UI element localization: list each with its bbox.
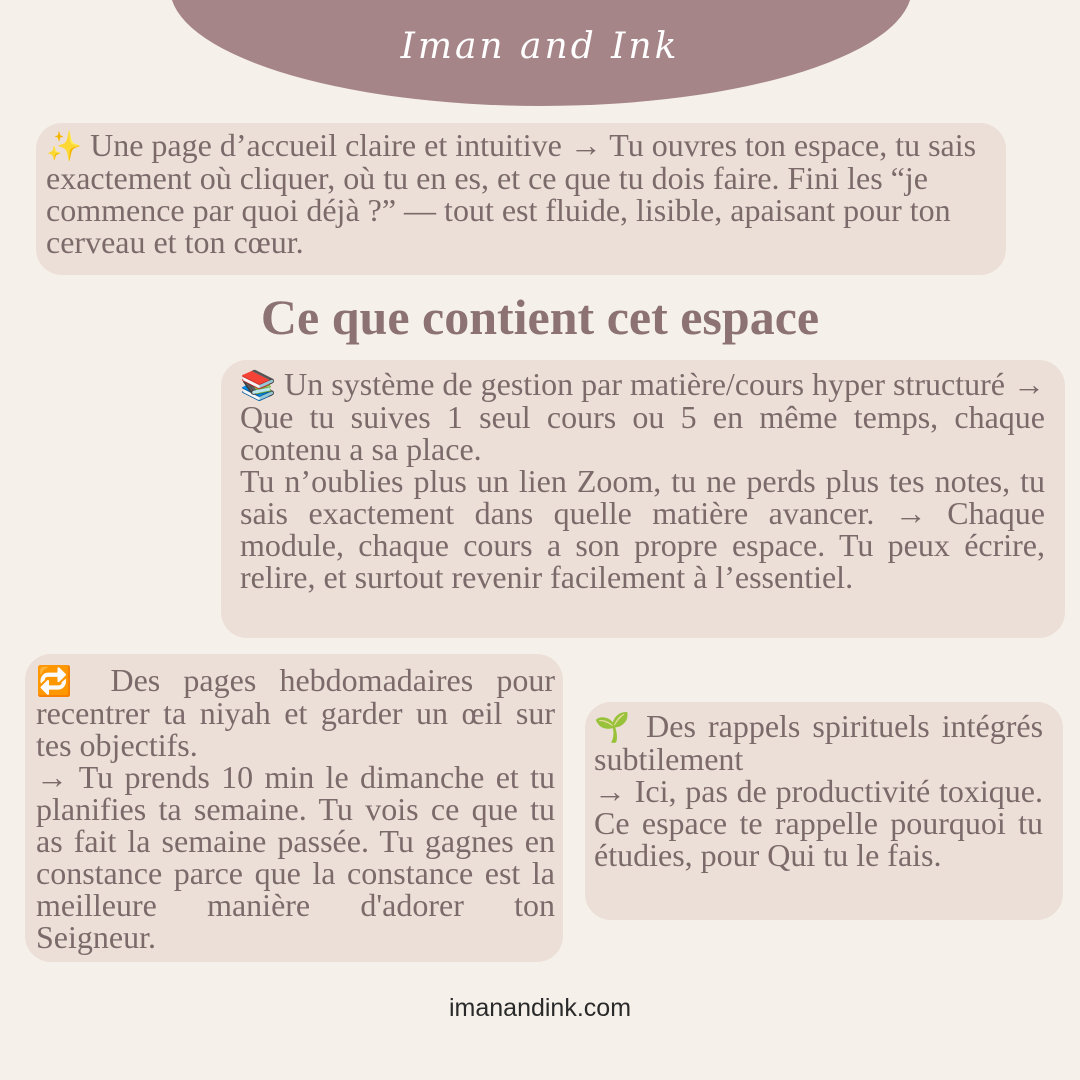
intro-text: ✨ Une page d’accueil claire et intuitive → Tu ouvres ton espace, tu sais exactement où cliquer, où tu en es, et ce que tu dois faire. Fini les “je commence par quoi déjà ?” — tout est fluide, lisible, apaisant pour ton cerveau et ton cœur. [46,127,977,260]
weekly-paragraph-1: 🔁 Des pages hebdomadaires pour recentrer ta niyah et garder un œil sur tes objectifs. [36,662,556,763]
brand-logo: Iman and Ink [400,26,680,67]
intro-card [36,123,1006,275]
courses-card [221,360,1065,638]
section-title: Ce que contient cet espace [260,289,820,345]
repeat-icon: 🔁 [36,664,88,698]
footer-website: imanandink.com [448,994,632,1022]
reminders-card [585,702,1063,920]
seedling-icon: 🌱 [594,710,635,744]
sparkles-icon: ✨ [46,129,83,163]
weekly-paragraph-2: → Tu prends 10 min le dimanche et tu planifies ta semaine. Tu vois ce que tu as fait la semaine passée. Tu gagnes en constance parce que la constance est la meilleure manière d'adorer ton Seigneur. [36,759,555,955]
courses-paragraph-1: 📚 Un système de gestion par matière/cours hyper structuré → Que tu suives 1 seul cours ou 5 en même temps, chaque contenu a sa place. [240,366,1046,467]
books-icon: 📚 [240,368,277,402]
courses-paragraph-2: Tu n’oublies plus un lien Zoom, tu ne perds plus tes notes, tu sais exactement dans quelle matière avancer. → Chaque module, chaque cours a son propre espace. Tu peux écrire, relire, et surtout revenir facilement à l’essentiel. [240,463,1045,595]
reminders-paragraph-2: → Ici, pas de productivité toxique. Ce espace te rappelle pourquoi tu étudies, pour Qui tu le fais. [594,773,1043,873]
weekly-card [25,654,563,962]
reminders-paragraph-1: 🌱 Des rappels spirituels intégrés subtilement [594,708,1044,777]
